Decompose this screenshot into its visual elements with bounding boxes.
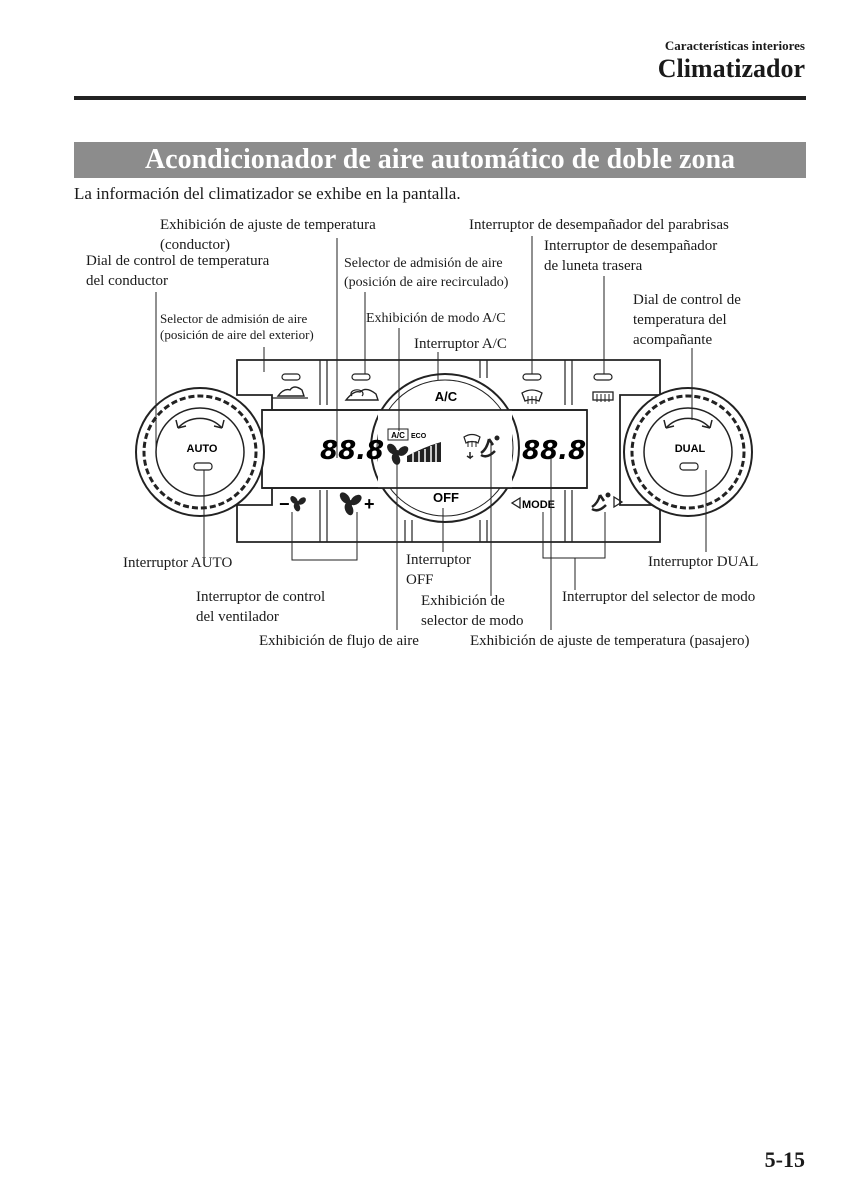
dual-indicator — [680, 463, 698, 470]
eco-indicator: ECO — [411, 433, 427, 440]
label-ac-mode-display: Exhibición de modo A/C — [366, 311, 506, 326]
label-auto-switch: Interruptor AUTO — [123, 555, 233, 571]
fan-plus-label[interactable]: + — [364, 494, 375, 514]
fan-minus-label[interactable]: − — [279, 494, 290, 514]
label-mode-selector: Interruptor del selector de modo — [562, 589, 756, 605]
dual-button-label[interactable]: DUAL — [674, 443, 706, 455]
label-windshield-defrost: Interruptor de desempañador del parabrisas — [469, 217, 729, 233]
passenger-temp-readout: 88.8 — [522, 436, 587, 466]
off-button-label[interactable]: OFF — [433, 490, 459, 505]
label-mode-display: Exhibición de selector de modo — [421, 593, 524, 629]
label-temp-display-driver: Exhibición de ajuste de temperatura (conductor) — [160, 217, 376, 253]
section-header: Características interiores — [664, 38, 805, 53]
label-dual-switch: Interruptor DUAL — [648, 554, 759, 570]
label-airflow-display: Exhibición de flujo de aire — [259, 633, 419, 649]
page-title: Climatizador — [657, 54, 805, 83]
label-off-switch: Interruptor OFF — [406, 552, 471, 588]
driver-temp-readout: 88.8 — [320, 436, 385, 466]
label-intake-recirc: Selector de admisión de aire (posición de aire recirculado) — [344, 256, 509, 290]
page-number: 5-15 — [764, 1147, 805, 1172]
label-passenger-dial: Dial de control de temperatura del acompañante — [633, 292, 741, 348]
label-temp-display-passenger: Exhibición de ajuste de temperatura (pasajero) — [470, 633, 750, 649]
auto-indicator — [194, 463, 212, 470]
auto-button-label[interactable]: AUTO — [186, 443, 218, 455]
label-ac-switch: Interruptor A/C — [414, 336, 507, 352]
ac-mode-indicator: A/C — [391, 431, 405, 440]
intro-text: La información del climatizador se exhibe en la pantalla. — [74, 184, 461, 203]
label-driver-dial: Dial de control de temperatura del conductor — [86, 253, 270, 289]
label-fan-switch: Interruptor de control del ventilador — [196, 589, 326, 625]
ac-button-label[interactable]: A/C — [434, 389, 458, 404]
mode-button-label[interactable]: MODE — [522, 499, 555, 511]
section-banner: Acondicionador de aire automático de doble zona — [74, 142, 806, 178]
label-rear-defrost: Interruptor de desempañador de luneta trasera — [544, 238, 718, 274]
label-intake-outside: Selector de admisión de aire (posición de aire del exterior) — [160, 311, 314, 342]
